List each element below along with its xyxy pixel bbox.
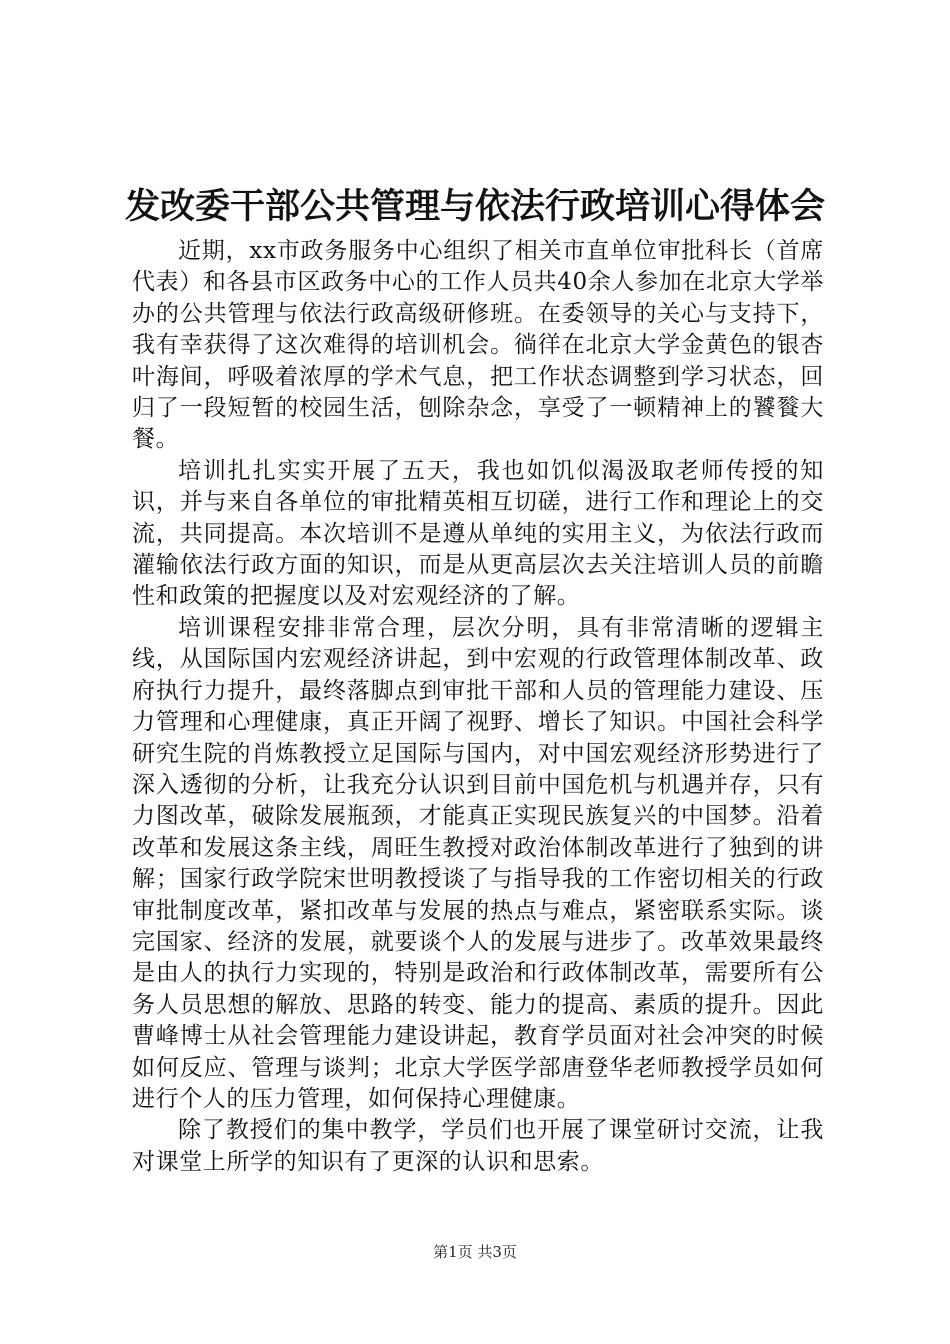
paragraph-1: 近期，xx市政务服务中心组织了相关市直单位审批科长（首席代表）和各县市区政务中心的工作人员共40余人参加在北京大学举办的公共管理与依法行政高级研修班。在委领导的关心与支持下，我有幸获得了这次难得的培训机会。徜徉在北京大学金黄色的银杏叶海间，呼吸着浓厚的学术气息，把工作状态调整到学习状态，回归了一段短暂的校园生活，刨除杂念，享受了一顿精神上的饕餮大餐。 [132,238,824,453]
document-body [132,236,824,1178]
page-number-footer: 第1页 共3页 [433,1243,517,1261]
paragraph-2: 培训扎扎实实开展了五天，我也如饥似渴汲取老师传授的知识，并与来自各单位的审批精英相互切磋，进行工作和理论上的交流，共同提高。本次培训不是遵从单纯的实用主义，为依法行政而灌输依法行政方面的知识，而是从更高层次去关注培训人员的前瞻性和政策的把握度以及对宏观经济的了解。 [132,457,824,610]
paragraph-3: 培训课程安排非常合理，层次分明，具有非常清晰的逻辑主线，从国际国内宏观经济讲起，到中宏观的行政管理体制改革、政府执行力提升，最终落脚点到审批干部和人员的管理能力建设、压力管理和心理健康，真正开阔了视野、增长了知识。中国社会科学研究生院的肖炼教授立足国际与国内，对中国宏观经济形势进行了深入透彻的分析，让我充分认识到目前中国危机与机遇并存，只有力图改革，破除发展瓶颈，才能真正实现民族复兴的中国梦。沿着改革和发展这条主线，周旺生教授对政治体制改革进行了独到的讲解；国家行政学院宋世明教授谈了与指导我的工作密切相关的行政审批制度改革，紧扣改革与发展的热点与难点，紧密联系实际。谈完国家、经济的发展，就要谈个人的发展与进步了。改革效果最终是由人的执行力实现的，特别是政治和行政体制改革，需要所有公务人员思想的解放、思路的转变、能力的提高、素质的提升。因此曹峰博士从社会管理能力建设讲起，教育学员面对社会冲突的时候如何反应、管理与谈判；北京大学医学部唐登华老师教授学员如何进行个人的压力管理，如何保持心理健康。 [132,614,824,1112]
document-title: 发改委干部公共管理与依法行政培训心得体会 [124,186,825,227]
paragraph-4: 除了教授们的集中教学，学员们也开展了课堂研讨交流，让我对课堂上所学的知识有了更深的认识和思索。 [132,1117,824,1175]
